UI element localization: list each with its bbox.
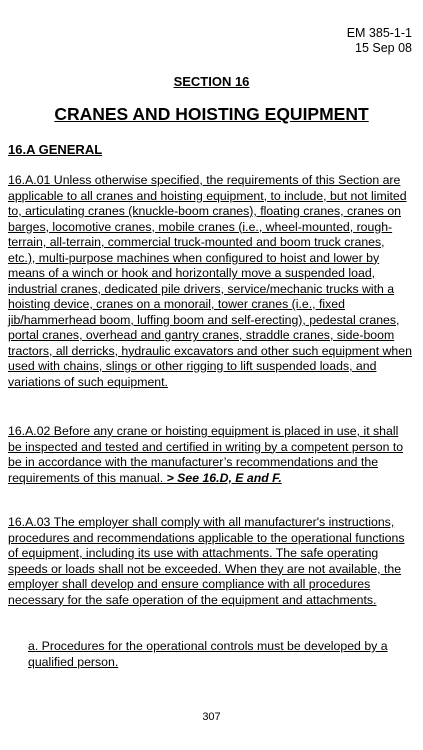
cross-reference: > See 16.D, E and F. <box>166 470 282 485</box>
subsection-heading: 16.A GENERAL <box>8 142 103 157</box>
paragraph-16a01: 16.A.01 Unless otherwise specified, the requirements of this Section are applicable to all cranes and hoisting equipment, to include, but not limited to, articulating cranes (knuckle-boom cranes), floating cranes, cranes on barges, locomotive cranes, mobile cranes (i.e., wheel-mounted, rough-terrain, all-terrain, commercial truck-mounted and boom truck cranes, etc.), multi-purpose machines when configured to hoist and lower by means of a winch or hook and horizontally move a suspended load, industrial cranes, dedicated pile drivers, service/mechanic trucks with a hoisting device, cranes on a monorail, tower cranes (i.e., fixed jib/hammerhead boom, luffing boom and self-erecting), pedestal cranes, portal cranes, overhead and gantry cranes, straddle cranes, side-boom tractors, all derricks, hydraulic excavators and other such equipment when used with chains, slings or other rigging to lift suspended loads, and variations of such equipment. <box>8 173 412 389</box>
section-title: CRANES AND HOISTING EQUIPMENT <box>54 104 369 124</box>
section-number: SECTION 16 <box>173 74 250 89</box>
document-id: EM 385-1-1 <box>346 26 412 40</box>
document-header <box>347 26 412 56</box>
page-number: 307 <box>202 711 221 723</box>
paragraph-16a03: 16.A.03 The employer shall comply with all manufacturer's instructions, procedures and recommendations applicable to the operational functions of equipment, including its use with attachments. The safe operating speeds or loads shall not be exceeded. When they are not available, the employer shall develop and ensure compliance with all procedures necessary for the safe operation of the equipment and attachments. <box>8 515 405 607</box>
paragraph-16a02 <box>8 424 414 486</box>
paragraph-16a03-a: a. Procedures for the operational controls must be developed by a qualified person. <box>28 639 388 669</box>
document-date: 15 Sep 08 <box>355 41 412 55</box>
paragraph-16a02-text: 16.A.02 Before any crane or hoisting equipment is placed in use, it shall be inspected and tested and certified in writing by a competent person to be in accordance with the manufacturer’s recommendations and the requirements of this manual. <box>8 424 404 485</box>
